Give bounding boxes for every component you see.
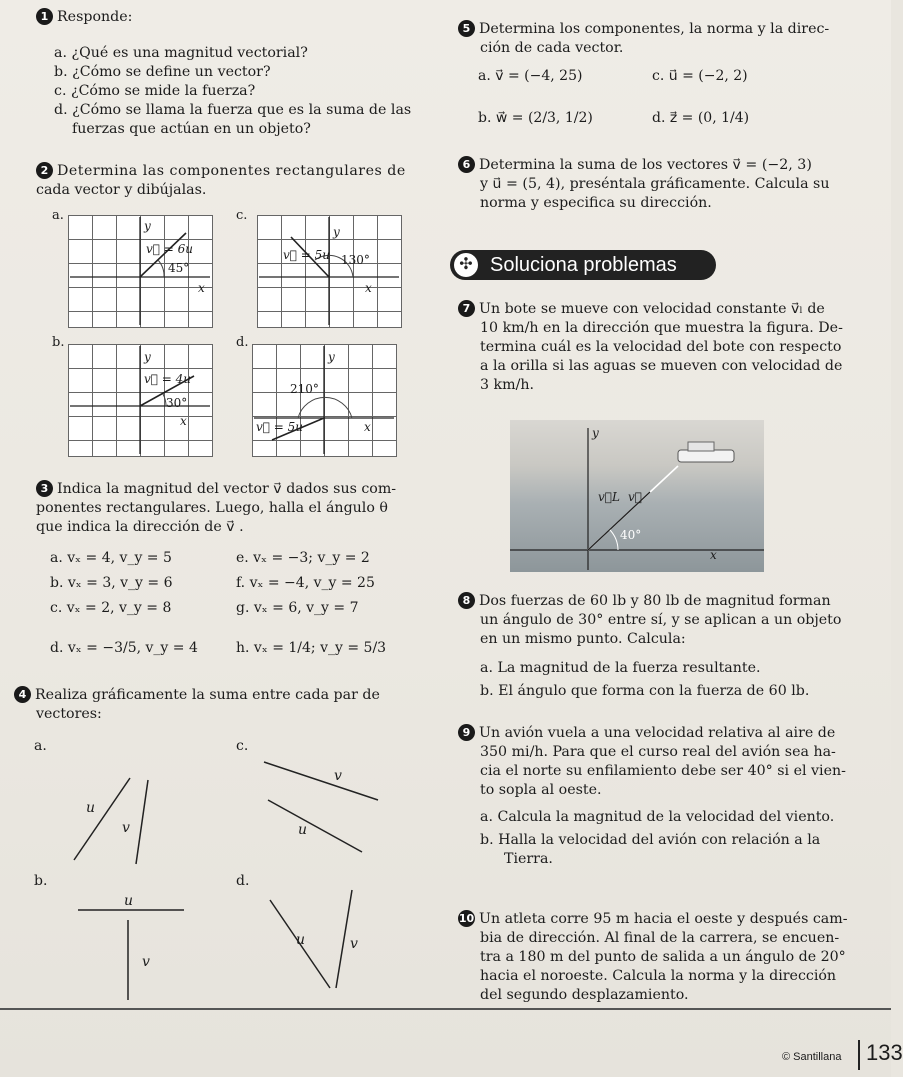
vector-sketches xyxy=(0,740,420,1010)
vector-label: v⃗ = 4u xyxy=(144,372,192,386)
exercise-number: 7 xyxy=(458,300,475,317)
item: c. u⃗ = (−2, 2) xyxy=(652,68,748,84)
item: b. w⃗ = (2/3, 1/2) xyxy=(478,110,593,126)
exercise-text: termina cuál es la velocidad del bote con respecto xyxy=(480,339,842,355)
exercise-text: tra a 180 m del punto de salida a un ángulo de 20° xyxy=(480,949,846,965)
exercise-text: en un mismo punto. Calcula: xyxy=(480,631,686,647)
exercise-text: Dos fuerzas de 60 lb y 80 lb de magnitud forman xyxy=(479,593,831,609)
publisher-label: © Santillana xyxy=(782,1051,842,1063)
exercise-text: 350 mi/h. Para que el curso real del avión sea ha- xyxy=(480,744,836,760)
x-axis-label: x xyxy=(364,420,371,434)
exercise-number: 1 xyxy=(36,8,53,25)
exercise-text: ción de cada vector. xyxy=(480,40,624,56)
question-d: d. ¿Cómo se llama la fuerza que es la suma de las xyxy=(54,102,412,118)
exercise-text: cia el norte su enfilamiento debe ser 40° si el vien- xyxy=(480,763,846,779)
exercise-number: 2 xyxy=(36,162,53,179)
exercise-text: a la orilla si las aguas se mueven con velocidad de xyxy=(480,358,843,374)
question-a: a. ¿Qué es una magnitud vectorial? xyxy=(54,45,308,61)
exercise-text: Un atleta corre 95 m hacia el oeste y después cam- xyxy=(479,911,848,927)
exercise-4 xyxy=(14,686,434,724)
exercise-text: bia de dirección. Al final de la carrera, se encuen- xyxy=(480,930,840,946)
item: g. vₓ = 6, v_y = 7 xyxy=(236,600,359,616)
grid-d-letter: d. xyxy=(236,335,249,350)
v-label: v xyxy=(334,768,342,784)
item: d. vₓ = −3/5, v_y = 4 xyxy=(50,640,198,656)
exercise-text: cada vector y dibújalas. xyxy=(36,182,207,198)
exercise-title: Responde: xyxy=(57,9,133,25)
vector-diagram xyxy=(257,215,401,327)
exercise-7 xyxy=(458,300,878,395)
exercise-text: que indica la dirección de v⃗ . xyxy=(36,519,244,535)
letter: c. xyxy=(236,738,249,754)
exercise-text: Determina las componentes rectangulares de xyxy=(57,163,406,179)
footer-divider xyxy=(0,1008,891,1010)
item: e. vₓ = −3; v_y = 2 xyxy=(236,550,370,566)
item: f. vₓ = −4, v_y = 25 xyxy=(236,575,375,591)
u-label: u xyxy=(86,800,96,816)
exercise-text: del segundo desplazamiento. xyxy=(480,987,689,1003)
y-axis-label: y xyxy=(333,225,340,239)
question-c: c. ¿Cómo se mide la fuerza? xyxy=(54,83,256,99)
exercise-3 xyxy=(36,480,456,537)
exercise-text: norma y especifica su dirección. xyxy=(480,195,712,211)
exercise-number: 3 xyxy=(36,480,53,497)
exercise-number: 10 xyxy=(458,912,475,925)
section-title: Soluciona problemas xyxy=(490,254,677,276)
x-axis-label: x xyxy=(365,281,372,295)
grid-c-letter: c. xyxy=(236,208,248,223)
letter: a. xyxy=(34,738,47,754)
exercise-text: Un bote se mueve con velocidad constante v⃗ₗ de xyxy=(479,301,825,317)
exercise-9 xyxy=(458,724,878,869)
v-label: v xyxy=(122,820,130,836)
item: b. vₓ = 3, v_y = 6 xyxy=(50,575,173,591)
letter: b. xyxy=(34,873,48,889)
exercise-8 xyxy=(458,592,878,701)
u-label: u xyxy=(298,822,308,838)
grid-d xyxy=(252,344,397,457)
v-label: v xyxy=(142,954,150,970)
exercise-number: 6 xyxy=(458,156,475,173)
item: a. vₓ = 4, v_y = 5 xyxy=(50,550,172,566)
exercise-5 xyxy=(458,20,878,58)
exercise-text: Determina los componentes, la norma y la direc- xyxy=(479,21,830,37)
exercise-text: to sopla al oeste. xyxy=(480,782,602,798)
y-axis-label: y xyxy=(144,219,151,233)
exercise-text: 3 km/h. xyxy=(480,377,535,393)
exercise-number: 5 xyxy=(458,20,475,37)
exercise-text: 10 km/h en la dirección que muestra la figura. De- xyxy=(480,320,843,336)
vector-diagram xyxy=(68,344,212,456)
vector-label: v⃗ = 5u xyxy=(283,248,331,262)
exercise-text: ponentes rectangulares. Luego, halla el ángulo θ xyxy=(36,500,388,516)
section-header xyxy=(450,250,716,280)
exercise-2 xyxy=(36,162,436,200)
exercise-number: 9 xyxy=(458,724,475,741)
exercise-text: Indica la magnitud del vector v⃗ dados sus com- xyxy=(57,481,397,497)
x-axis-label: x xyxy=(710,548,717,562)
vector-diagram xyxy=(252,344,396,456)
vector-label: v⃗ xyxy=(628,490,642,504)
item: a. La magnitud de la fuerza resultante. xyxy=(480,660,761,676)
exercise-10 xyxy=(458,910,878,1005)
u-label: u xyxy=(296,932,306,948)
y-axis-label: y xyxy=(592,426,599,440)
exercise-text: y u⃗ = (5, 4), preséntala gráficamente. Calcula su xyxy=(480,176,830,192)
grid-c xyxy=(257,215,402,328)
page-number: 133 xyxy=(858,1040,903,1070)
vector-label: v⃗ = 6u xyxy=(146,242,194,256)
y-axis-label: y xyxy=(328,350,335,364)
exercise-number: 4 xyxy=(14,686,31,703)
boat-photo xyxy=(510,420,764,572)
question-b: b. ¿Cómo se define un vector? xyxy=(54,64,271,80)
x-axis-label: x xyxy=(180,414,187,428)
item: Tierra. xyxy=(504,851,553,867)
exercise-text: un ángulo de 30° entre sí, y se aplican a un objeto xyxy=(480,612,842,628)
exercise-text: Un avión vuela a una velocidad relativa al aire de xyxy=(479,725,836,741)
item: c. vₓ = 2, v_y = 8 xyxy=(50,600,172,616)
x-axis-label: x xyxy=(198,281,205,295)
angle-label: 40° xyxy=(620,528,642,542)
angle-label: 130° xyxy=(341,253,370,267)
exercise-6 xyxy=(458,156,878,213)
angle-label: 30° xyxy=(166,396,188,410)
angle-label: 210° xyxy=(290,382,319,396)
item: a. v⃗ = (−4, 25) xyxy=(478,68,583,84)
item: b. El ángulo que forma con la fuerza de 60 lb. xyxy=(480,683,810,699)
grid-b-letter: b. xyxy=(52,335,65,350)
y-axis-label: y xyxy=(144,350,151,364)
u-label: u xyxy=(124,893,134,909)
vector-label: v⃗L xyxy=(598,490,620,504)
v-label: v xyxy=(350,936,358,952)
item: b. Halla la velocidad del avión con relación a la xyxy=(480,832,821,848)
letter: d. xyxy=(236,873,250,889)
exercise-1 xyxy=(36,8,436,139)
exercise-text: Determina la suma de los vectores v⃗ = (−2, 3) xyxy=(479,157,812,173)
vector-label: v⃗ = 5u xyxy=(256,420,304,434)
exercise-text: hacia el noroeste. Calcula la norma y la dirección xyxy=(480,968,837,984)
grid-a-letter: a. xyxy=(52,208,64,223)
exercise-text: Realiza gráficamente la suma entre cada par de xyxy=(35,687,380,703)
puzzle-icon: ✣ xyxy=(454,253,478,277)
grid-a xyxy=(68,215,213,328)
question-d-cont: fuerzas que actúan en un objeto? xyxy=(72,121,311,137)
item: a. Calcula la magnitud de la velocidad del viento. xyxy=(480,809,835,825)
item: h. vₓ = 1/4; v_y = 5/3 xyxy=(236,640,387,656)
grid-b xyxy=(68,344,213,457)
angle-label: 45° xyxy=(168,261,190,275)
item: d. z⃗ = (0, 1/4) xyxy=(652,110,750,126)
vector-diagram xyxy=(68,215,212,327)
exercise-text: vectores: xyxy=(36,706,102,722)
exercise-number: 8 xyxy=(458,592,475,609)
